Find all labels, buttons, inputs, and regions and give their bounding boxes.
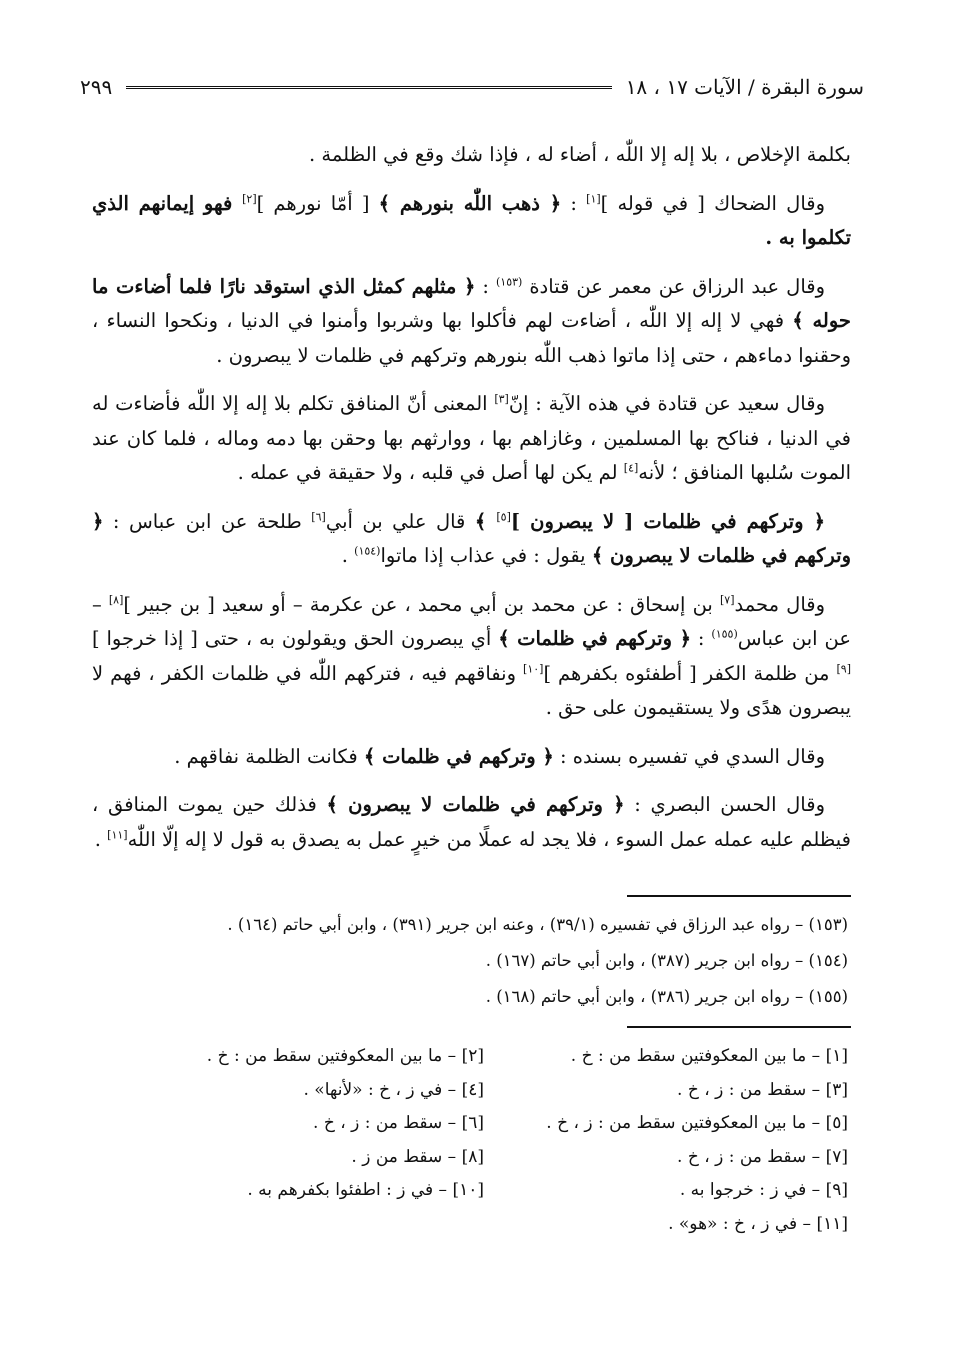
paragraph-3 <box>92 387 851 491</box>
text-run: . <box>94 827 108 851</box>
paragraph-4 <box>92 505 851 574</box>
text-run: : <box>561 191 587 215</box>
body-text <box>92 138 851 871</box>
text-run: وقال محمد <box>734 592 826 616</box>
text-run: طلحة عن ابن عباس : <box>103 509 312 533</box>
text-run: فكانت الظلمة نفاقهم . <box>174 744 364 768</box>
text-run: ونفاقهم فيه ، فتركهم اللّٰه في ظلمات الكفر ، فهم لا يبصرون هدًى ولا يستقيمون على حق . <box>92 661 851 719</box>
variant-note: [٨] – سقط من ز . <box>351 1146 484 1167</box>
manuscript-variants <box>120 1040 848 1241</box>
footnote: (١٥٥) – رواه ابن جرير (٣٨٦) ، وابن أبي حاتم (١٦٨) . <box>485 987 848 1006</box>
variant-note: [١٠] – في ز : اطفئوا بكفرهم به . <box>247 1180 484 1200</box>
quran-quote: ﴿ وتركهم في ظلمات لا يبصرون ﴾ <box>92 509 851 567</box>
text-run: يقول : في عذاب إذا ماتوا <box>380 544 592 567</box>
footnote-ref: [١] <box>586 192 601 205</box>
variant-note: [١١] – في ز ، خ : «هو» . <box>668 1213 848 1234</box>
footnote-ref: [٦] <box>311 510 326 523</box>
footnote-ref: [٧] <box>719 593 735 606</box>
text-run: وقال الحسن البصري : <box>624 793 825 816</box>
quran-quote: ﴿ وتركهم في ظلمات لا يبصرون ﴾ <box>326 793 625 816</box>
variant-note: [٩] – في ز : خرجوا به . <box>679 1180 848 1200</box>
quran-quote: ﴿ ذهب اللّٰه بنورهم ﴾ <box>378 191 562 215</box>
page-header <box>80 72 864 102</box>
text-run: قال علي بن أبي <box>325 509 475 533</box>
footnote-divider <box>627 895 851 897</box>
footnote: (١٥٣) – رواه عبد الرزاق في تفسيره (٣٩/١) ، وعنه ابن جرير (٣٩١) ، وابن أبي حاتم (١٦٤) . <box>227 915 848 934</box>
running-title: سورة البقرة / الآيات ١٧ ، ١٨ <box>625 75 864 99</box>
quran-quote: ﴿ مثلهم كمثل الذي استوقد نارًا فلما أضاءت ما حوله ﴾ <box>92 274 851 332</box>
footnote-ref: [٨] <box>108 593 124 606</box>
text-run: : <box>475 274 496 298</box>
header-rule <box>126 86 611 89</box>
text-run: ﴾ <box>474 509 497 533</box>
text-run: . <box>341 544 355 567</box>
variant-note: [٧] – سقط من : ز ، خ . <box>677 1146 848 1167</box>
text-run: بكلمة الإخلاص ، بلا إله إلا اللّٰه ، أضاء له ، فإذا شك وقع في الظلمة . <box>309 143 851 166</box>
text-run: فهي لا إله إلا اللّٰه ، أضاءت لهم فأكلوا بها وشربوا وأمنوا في الدنيا ، ونكحوا النساء ، وحقنوا دماءهم ، حتى إذا ماتوا ذهب اللّٰه بنورهم وتركهم في ظلمات لا يبصرون . <box>92 309 851 367</box>
variants-column-right <box>484 1040 848 1241</box>
variant-note: [٤] – في ز ، خ : «لأنها» . <box>303 1079 484 1100</box>
text-run: [ أمّا نورهم ] <box>256 191 379 215</box>
text-run: فذلك حين يموت المنافق ، فيظلم عليه عمله عمل السوء ، فلا يجد له عملًا من خيرٍ عمل به يصدق به قول لا إله إلّا اللّٰه <box>92 793 851 851</box>
text-run: بن إسحاق : عن محمد بن أبي محمد ، عن عكرمة – أو سعيد [ بن جبير ] <box>123 592 720 616</box>
text-run: المعنى أنّ المنافق تكلم بلا إله إلا اللّٰه فأضاءت له في الدنيا ، فناكح بها المسلمين ، وغازاهم بها ، ووارثهم بها وحقن بها دمه وماله ، فلما كان عند الموت سُلبها المنافق ؛ لأنه <box>92 392 851 484</box>
text-run: وقال عبد الرزاق عن معمر عن قتادة <box>522 274 826 298</box>
variant-note: [١] – ما بين المعكوفتين سقط من : خ . <box>570 1046 848 1066</box>
text-run: فهو إيمانهم الذي تكلموا به . <box>92 191 851 249</box>
text-run: – عن ابن عباس <box>92 592 851 650</box>
paragraph-2 <box>92 270 851 374</box>
text-run: أي يبصرون الحق ويقولون به ، حتى [ إذا خرجوا ] <box>92 627 499 650</box>
footnote-ref: (١٥٣) <box>496 275 523 288</box>
footnote-ref: [٢] <box>242 192 257 205</box>
paragraph-5 <box>92 588 851 726</box>
variant-note: [٥] – ما بين المعكوفتين سقط من : ز ، خ . <box>546 1113 848 1133</box>
quran-quote: ﴿ وتركهم في ظلمات ﴾ <box>498 627 692 650</box>
source-footnotes <box>120 907 848 1015</box>
footnote-ref: [٤] <box>623 461 639 475</box>
footnote-ref: (١٥٥) <box>711 627 738 641</box>
footnote-ref: (١٥٤) <box>354 544 381 558</box>
paragraph-0 <box>92 138 851 173</box>
paragraph-7 <box>92 788 851 857</box>
variant-note: [٢] – ما بين المعكوفتين سقط من : خ . <box>206 1046 484 1066</box>
text-run: لم يكن لها أصل في قلبه ، ولا حقيقة في عمله . <box>237 461 624 484</box>
variant-note: [٦] – سقط من : ز ، خ . <box>313 1113 484 1133</box>
text-run: : <box>691 627 712 650</box>
footnote-ref: [١٠] <box>523 662 544 675</box>
paragraph-6 <box>92 740 851 775</box>
footnote-ref: [٣] <box>494 392 509 406</box>
variants-divider <box>627 1026 851 1028</box>
variants-column-left <box>120 1040 484 1241</box>
footnote-ref: [١١] <box>107 828 128 841</box>
text-run: وقال السدي في تفسيره بسنده : <box>553 744 825 768</box>
quran-quote: ﴿ وتركهم في ظلمات ﴾ <box>363 744 554 768</box>
paragraph-1 <box>92 187 851 256</box>
footnote-ref: [٥] <box>496 510 511 523</box>
text-run: وقال سعيد عن قتادة في هذه الآية : إنّ <box>508 392 825 415</box>
footnote-ref: [٩] <box>836 662 852 675</box>
variant-note: [٣] – سقط من : ز ، خ . <box>677 1079 848 1100</box>
text-run: وقال الضحاك [ في قوله ] <box>600 191 825 215</box>
footnote: (١٥٤) – رواه ابن جرير (٣٨٧) ، وابن أبي حاتم (١٦٧) . <box>485 951 848 970</box>
page-number: ٢٩٩ <box>80 75 113 99</box>
text-run: من ظلمة الكفر [ أطفئوه بكفرهم ] <box>543 661 837 685</box>
quran-quote: ﴿ وتركهم في ظلمات [ لا يبصرون ] <box>510 509 826 533</box>
